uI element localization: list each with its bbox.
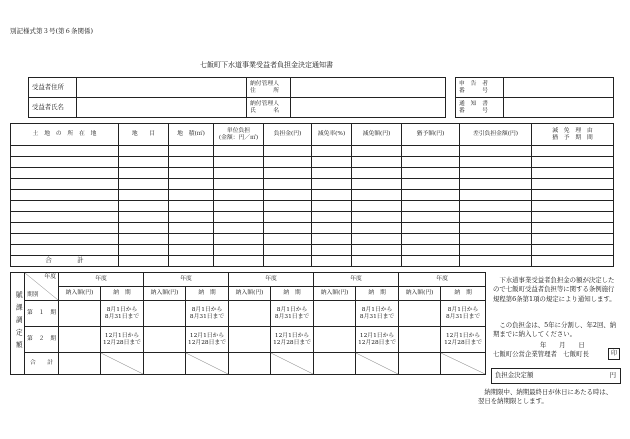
- land-cell[interactable]: [352, 212, 402, 223]
- land-cell[interactable]: [264, 223, 312, 234]
- address-label: 受益者住所: [29, 78, 77, 98]
- land-header-2: 地 積(㎡): [169, 124, 214, 146]
- land-cell[interactable]: [169, 168, 214, 179]
- land-cell[interactable]: [264, 190, 312, 201]
- payer-address-label: 納付管理人 住 所: [247, 78, 291, 98]
- paid-total-cell[interactable]: [144, 353, 186, 375]
- paid-total-cell[interactable]: [229, 353, 271, 375]
- due-date-cell: 8月1日から 8月31日まで: [271, 301, 314, 327]
- land-cell[interactable]: [312, 223, 352, 234]
- due-date-cell: 12月1日から 12月28日まで: [441, 327, 486, 353]
- land-cell[interactable]: [264, 245, 312, 256]
- land-cell[interactable]: [312, 146, 352, 157]
- decided-amount-box: [491, 368, 621, 384]
- land-cell[interactable]: [460, 190, 532, 201]
- paid-amount-cell[interactable]: [314, 301, 356, 327]
- land-cell[interactable]: [312, 168, 352, 179]
- land-row: [11, 168, 614, 179]
- decided-amount-label: 負担金決定額: [495, 371, 534, 379]
- land-row: [11, 234, 614, 245]
- land-cell[interactable]: [11, 212, 119, 223]
- land-cell[interactable]: [264, 168, 312, 179]
- land-cell[interactable]: [532, 234, 614, 245]
- land-cell[interactable]: [169, 179, 214, 190]
- land-cell[interactable]: [169, 201, 214, 212]
- notice-body: 下水道事業受益者負担金の額が決定したので七飯町受益者負担等に関する条例施行規程第6条第1項の規定により通知します。: [493, 276, 616, 303]
- land-row: [11, 179, 614, 190]
- land-cell[interactable]: [169, 146, 214, 157]
- due-date-header: 納 期: [271, 287, 314, 301]
- address-field[interactable]: [77, 78, 247, 98]
- land-cell[interactable]: [11, 190, 119, 201]
- land-header-4: 負担金(円): [264, 124, 312, 146]
- land-cell[interactable]: [402, 201, 460, 212]
- issue-date: 年 月 日: [540, 341, 585, 349]
- land-total-cell[interactable]: [352, 256, 402, 267]
- due-date-header: 納 期: [101, 287, 144, 301]
- fiscal-year-header[interactable]: 年度: [229, 273, 314, 287]
- land-cell[interactable]: [352, 168, 402, 179]
- land-cell[interactable]: [264, 212, 312, 223]
- payer-address-field[interactable]: [291, 78, 446, 98]
- period-label-1: 第 １ 期: [25, 301, 59, 327]
- land-cell[interactable]: [532, 245, 614, 256]
- land-row: [11, 201, 614, 212]
- paid-amount-cell[interactable]: [399, 327, 441, 353]
- land-total-label: 合 計: [11, 256, 119, 267]
- land-cell[interactable]: [352, 157, 402, 168]
- fiscal-year-header[interactable]: 年度: [314, 273, 399, 287]
- land-cell[interactable]: [352, 234, 402, 245]
- report-number-label: 申 告 者 番 号: [456, 78, 504, 98]
- due-total-diagonal: [441, 353, 486, 375]
- land-row: [11, 245, 614, 256]
- fiscal-year-header[interactable]: 年度: [59, 273, 144, 287]
- land-cell[interactable]: [460, 212, 532, 223]
- payer-name-label: 納付管理人 氏 名: [247, 98, 291, 118]
- land-cell[interactable]: [119, 190, 169, 201]
- payment-subheader-row: [11, 287, 486, 301]
- due-date-header: 納 期: [186, 287, 229, 301]
- year-period-corner: 年度 期別: [25, 273, 59, 301]
- due-total-diagonal: [186, 353, 229, 375]
- land-cell[interactable]: [214, 212, 264, 223]
- land-cell[interactable]: [532, 201, 614, 212]
- land-cell[interactable]: [402, 179, 460, 190]
- land-row: [11, 190, 614, 201]
- paid-amount-cell[interactable]: [59, 301, 101, 327]
- land-cell[interactable]: [402, 146, 460, 157]
- land-total-cell[interactable]: [214, 256, 264, 267]
- land-row: [11, 223, 614, 234]
- land-cell[interactable]: [532, 212, 614, 223]
- land-cell[interactable]: [460, 157, 532, 168]
- land-header-1: 地 目: [119, 124, 169, 146]
- land-row: [11, 157, 614, 168]
- land-cell[interactable]: [11, 223, 119, 234]
- land-cell[interactable]: [402, 168, 460, 179]
- land-cell[interactable]: [11, 157, 119, 168]
- land-cell[interactable]: [532, 168, 614, 179]
- land-cell[interactable]: [214, 146, 264, 157]
- land-cell[interactable]: [214, 245, 264, 256]
- land-total-cell[interactable]: [119, 256, 169, 267]
- land-header-7: 猶予額(円): [402, 124, 460, 146]
- land-cell[interactable]: [11, 234, 119, 245]
- land-cell[interactable]: [119, 168, 169, 179]
- due-date-header: 納 期: [441, 287, 486, 301]
- decided-amount-unit: 円: [609, 371, 616, 379]
- land-cell[interactable]: [312, 245, 352, 256]
- land-cell[interactable]: [214, 234, 264, 245]
- land-cell[interactable]: [264, 146, 312, 157]
- land-cell[interactable]: [532, 146, 614, 157]
- page-title: 七飯町下水道事業受益者負担金決定通知書: [200, 61, 333, 69]
- land-cell[interactable]: [264, 179, 312, 190]
- land-cell[interactable]: [402, 223, 460, 234]
- payment-total-label: 合 計: [25, 353, 59, 375]
- land-cell[interactable]: [214, 179, 264, 190]
- paid-amount-header: 納入額(円): [229, 287, 271, 301]
- land-cell[interactable]: [532, 179, 614, 190]
- payer-name-field[interactable]: [291, 98, 446, 118]
- paid-amount-header: 納入額(円): [314, 287, 356, 301]
- land-cell[interactable]: [312, 212, 352, 223]
- land-total-cell[interactable]: [312, 256, 352, 267]
- paid-total-cell[interactable]: [399, 353, 441, 375]
- land-cell[interactable]: [214, 223, 264, 234]
- land-cell[interactable]: [402, 212, 460, 223]
- land-cell[interactable]: [402, 157, 460, 168]
- land-cell[interactable]: [352, 179, 402, 190]
- paid-amount-cell[interactable]: [144, 301, 186, 327]
- land-cell[interactable]: [460, 245, 532, 256]
- land-cell[interactable]: [169, 212, 214, 223]
- form-number: 別記様式第３号(第６条関係): [10, 27, 94, 35]
- land-cell[interactable]: [119, 201, 169, 212]
- land-cell[interactable]: [214, 201, 264, 212]
- fiscal-year-header[interactable]: 年度: [144, 273, 229, 287]
- installment-note: この負担金は、5年に分割し、年2回、納期までに納入してください。: [493, 321, 617, 339]
- land-cell[interactable]: [264, 201, 312, 212]
- land-cell[interactable]: [169, 234, 214, 245]
- deadline-footnote: 納期限中、納期最終日が休日にあたる時は、翌日を納期限とします。: [478, 388, 613, 406]
- land-cell[interactable]: [402, 234, 460, 245]
- due-date-cell: 8月1日から 8月31日まで: [356, 301, 399, 327]
- land-cell[interactable]: [352, 201, 402, 212]
- land-cell[interactable]: [352, 190, 402, 201]
- land-cell[interactable]: [532, 190, 614, 201]
- land-row: [11, 212, 614, 223]
- land-header-5: 減免率(%): [312, 124, 352, 146]
- due-total-diagonal: [356, 353, 399, 375]
- due-date-cell: 12月1日から 12月28日まで: [356, 327, 399, 353]
- land-cell[interactable]: [169, 190, 214, 201]
- assessed-amount-side-label: 賦課調定額: [11, 273, 25, 375]
- paid-amount-cell[interactable]: [229, 327, 271, 353]
- land-cell[interactable]: [119, 223, 169, 234]
- land-cell[interactable]: [402, 245, 460, 256]
- due-date-cell: 12月1日から 12月28日まで: [101, 327, 144, 353]
- paid-total-cell[interactable]: [59, 353, 101, 375]
- land-cell[interactable]: [460, 146, 532, 157]
- paid-amount-header: 納入額(円): [399, 287, 441, 301]
- land-cell[interactable]: [312, 157, 352, 168]
- due-date-cell: 8月1日から 8月31日まで: [441, 301, 486, 327]
- land-header-0: 土 地 の 所 在 地: [11, 124, 119, 146]
- land-cell[interactable]: [214, 157, 264, 168]
- land-cell[interactable]: [460, 179, 532, 190]
- land-cell[interactable]: [312, 234, 352, 245]
- land-cell[interactable]: [11, 201, 119, 212]
- report-number-field[interactable]: [504, 78, 614, 98]
- land-header-3: 単位負担 (金額：円／㎡): [214, 124, 264, 146]
- fiscal-year-header[interactable]: 年度: [399, 273, 486, 287]
- land-cell[interactable]: [460, 223, 532, 234]
- paid-amount-cell[interactable]: [59, 327, 101, 353]
- land-cell[interactable]: [264, 234, 312, 245]
- land-cell[interactable]: [460, 234, 532, 245]
- land-table: [10, 123, 614, 267]
- land-cell[interactable]: [169, 245, 214, 256]
- payment-schedule-table: [10, 272, 486, 375]
- seal-mark: 印: [608, 348, 620, 360]
- land-cell[interactable]: [312, 179, 352, 190]
- land-cell[interactable]: [169, 157, 214, 168]
- land-total-row: [11, 256, 614, 267]
- name-field[interactable]: [77, 98, 247, 118]
- land-total-cell[interactable]: [169, 256, 214, 267]
- land-total-cell[interactable]: [460, 256, 532, 267]
- land-cell[interactable]: [119, 212, 169, 223]
- paid-amount-cell[interactable]: [399, 301, 441, 327]
- land-cell[interactable]: [312, 201, 352, 212]
- land-cell[interactable]: [11, 179, 119, 190]
- paid-amount-header: 納入額(円): [59, 287, 101, 301]
- land-cell[interactable]: [119, 146, 169, 157]
- paid-total-cell[interactable]: [314, 353, 356, 375]
- land-cell[interactable]: [119, 234, 169, 245]
- payment-period-row: [11, 301, 486, 327]
- due-date-header: 納 期: [356, 287, 399, 301]
- period-label-2: 第 ２ 期: [25, 327, 59, 353]
- land-header-6: 減免額(円): [352, 124, 402, 146]
- paid-amount-cell[interactable]: [144, 327, 186, 353]
- paid-amount-cell[interactable]: [314, 327, 356, 353]
- due-total-diagonal: [101, 353, 144, 375]
- land-cell[interactable]: [119, 245, 169, 256]
- land-cell[interactable]: [214, 190, 264, 201]
- land-cell[interactable]: [119, 179, 169, 190]
- issuer: 七飯町公営企業管理者 七飯町長: [493, 350, 589, 358]
- due-date-cell: 12月1日から 12月28日まで: [271, 327, 314, 353]
- land-cell[interactable]: [214, 168, 264, 179]
- payment-period-row: [11, 327, 486, 353]
- land-cell[interactable]: [532, 157, 614, 168]
- land-cell[interactable]: [352, 146, 402, 157]
- recipient-info-table: [28, 77, 614, 118]
- land-row: [11, 146, 614, 157]
- land-total-cell[interactable]: [264, 256, 312, 267]
- name-label: 受益者氏名: [29, 98, 77, 118]
- land-header-9: 減 免 理 由 猶 予 期 間: [532, 124, 614, 146]
- land-cell[interactable]: [532, 223, 614, 234]
- payment-total-row: [11, 353, 486, 375]
- payment-year-row: [11, 273, 486, 287]
- land-header-8: 差引負担金額(円): [460, 124, 532, 146]
- due-date-cell: 12月1日から 12月28日まで: [186, 327, 229, 353]
- due-date-cell: 8月1日から 8月31日まで: [101, 301, 144, 327]
- land-cell[interactable]: [460, 201, 532, 212]
- land-total-cell[interactable]: [402, 256, 460, 267]
- land-cell[interactable]: [119, 157, 169, 168]
- land-cell[interactable]: [11, 146, 119, 157]
- land-cell[interactable]: [352, 223, 402, 234]
- due-total-diagonal: [271, 353, 314, 375]
- land-total-cell[interactable]: [532, 256, 614, 267]
- land-cell[interactable]: [11, 245, 119, 256]
- land-cell[interactable]: [11, 168, 119, 179]
- notice-number-label: 通 知 書 番 号: [456, 98, 504, 118]
- land-cell[interactable]: [460, 168, 532, 179]
- paid-amount-header: 納入額(円): [144, 287, 186, 301]
- land-cell[interactable]: [312, 190, 352, 201]
- land-cell[interactable]: [402, 190, 460, 201]
- land-cell[interactable]: [169, 223, 214, 234]
- land-cell[interactable]: [352, 245, 402, 256]
- land-cell[interactable]: [264, 157, 312, 168]
- notice-number-field[interactable]: [504, 98, 614, 118]
- due-date-cell: 8月1日から 8月31日まで: [186, 301, 229, 327]
- paid-amount-cell[interactable]: [229, 301, 271, 327]
